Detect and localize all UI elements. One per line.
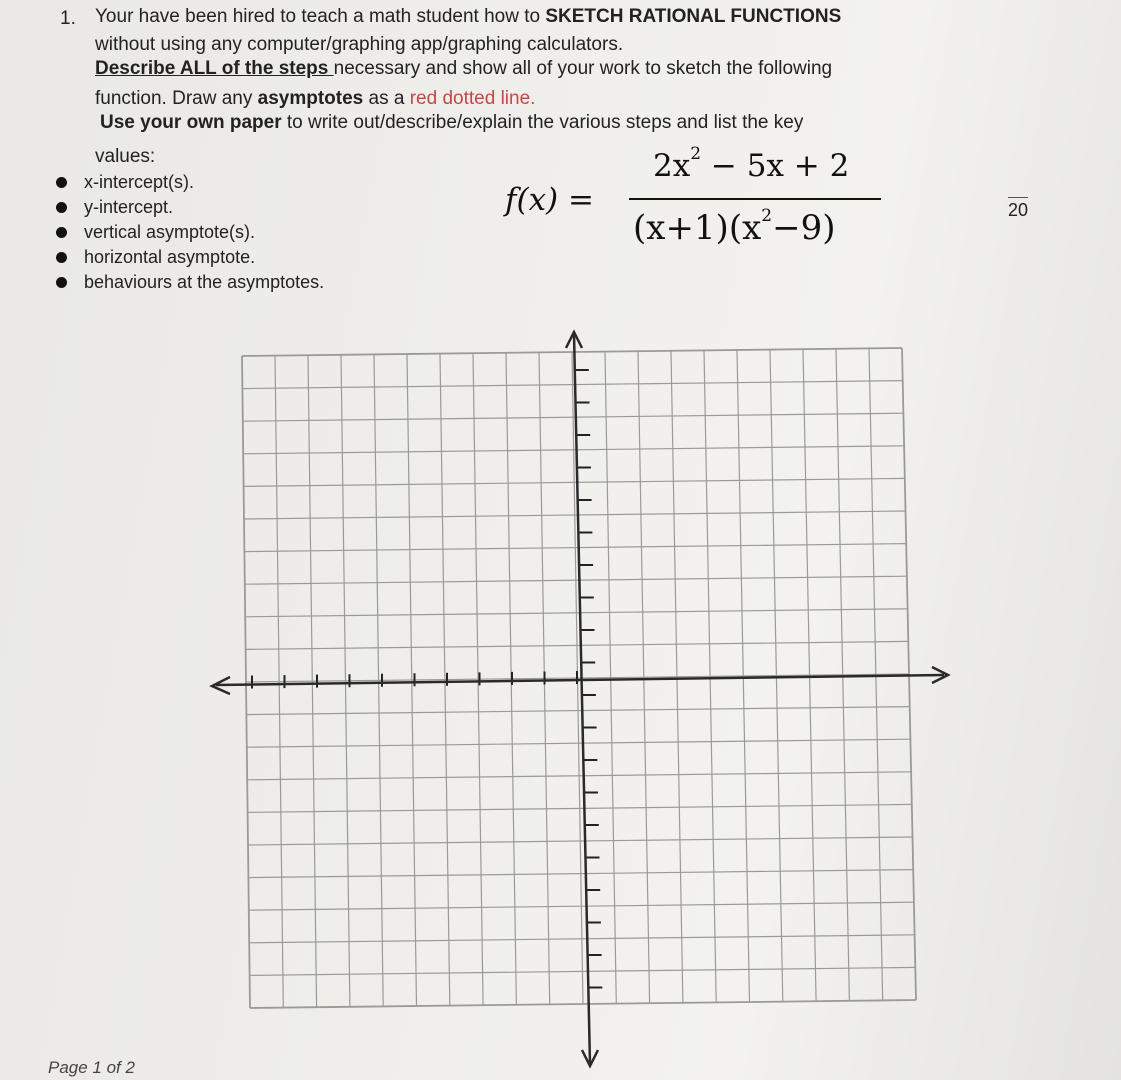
question-line-3-text: necessary and show all of your work to sketch the following bbox=[333, 58, 833, 79]
question-line-4-text: function. Draw any bbox=[95, 88, 258, 109]
page-number: Page 1 of 2 bbox=[48, 1058, 135, 1077]
question-number: 1. bbox=[60, 8, 76, 29]
list-item: x-intercept(s). bbox=[56, 170, 324, 195]
question-line-5-bold: Use your own paper bbox=[100, 112, 282, 133]
question-line-3-underlined: Describe ALL of the steps bbox=[95, 58, 334, 79]
denominator-exponent: 2 bbox=[761, 205, 773, 226]
question-line-4-mid: as a bbox=[363, 88, 410, 109]
x-axis bbox=[216, 675, 944, 685]
question-line-4-bold: asymptotes bbox=[257, 88, 364, 109]
denominator-term: (x+1)(x bbox=[633, 208, 762, 248]
numerator-term: 2x bbox=[653, 148, 691, 184]
numerator-rest: − 5x + 2 bbox=[701, 148, 850, 184]
question-line-1-bold: SKETCH RATIONAL FUNCTIONS bbox=[545, 6, 842, 27]
numerator-exponent: 2 bbox=[690, 143, 702, 164]
list-item: horizontal asymptote. bbox=[56, 245, 324, 270]
question-line-4-colored: red dotted line. bbox=[409, 88, 536, 109]
question-line-5-text: to write out/describe/explain the various steps and list the key bbox=[281, 112, 804, 133]
denominator-rest: −9) bbox=[772, 208, 836, 248]
formula-lhs: f(x) = bbox=[505, 182, 594, 218]
question-line-2: without using any computer/graphing app/graphing calculators. bbox=[95, 34, 624, 55]
question-line-1-text: Your have been hired to teach a math student how to bbox=[95, 6, 546, 27]
list-item: y-intercept. bbox=[56, 195, 324, 220]
question-line-6: values: bbox=[95, 146, 156, 167]
list-item: vertical asymptote(s). bbox=[56, 220, 324, 245]
list-item: behaviours at the asymptotes. bbox=[56, 270, 324, 295]
score-box: 20 bbox=[1008, 197, 1028, 221]
